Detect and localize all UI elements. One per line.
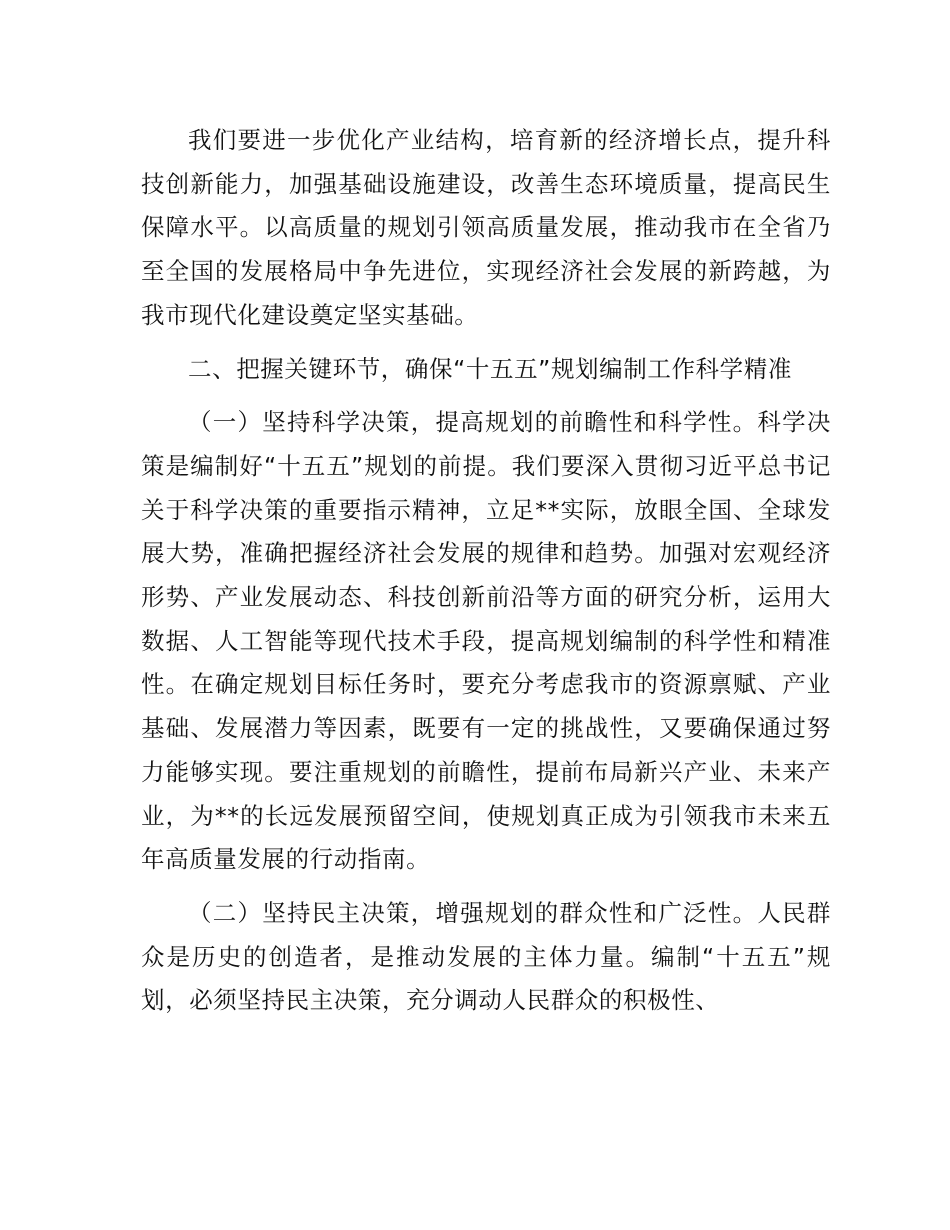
body-paragraph: 我们要进一步优化产业结构，培育新的经济增长点，提升科技创新能力，加强基础设施建设，改善生态环境质量，提高民生保障水平。以高质量的规划引领高质量发展，推动我市在全省乃至全国的发展格局中争先进位，实现经济社会发展的新跨越，为我市现代化建设奠定坚实基础。	[141, 126, 831, 329]
body-paragraph: （二）坚持民主决策，增强规划的群众性和广泛性。人民群众是历史的创造者，是推动发展的主体力量。编制“十五五”规划，必须坚持民主决策，充分调动人民群众的积极性、	[141, 898, 831, 1015]
body-paragraph: （一）坚持科学决策，提高规划的前瞻性和科学性。科学决策是编制好“十五五”规划的前提。我们要深入贯彻习近平总书记关于科学决策的重要指示精神，立足**实际，放眼全国、全球发展大势，准确把握经济社会发展的规律和趋势。加强对宏观经济形势、产业发展动态、科技创新前沿等方面的研究分析，运用大数据、人工智能等现代技术手段，提高规划编制的科学性和精准性。在确定规划目标任务时，要充分考虑我市的资源禀赋、产业基础、发展潜力等因素，既要有一定的挑战性，又要确保通过努力能够实现。要注重规划的前瞻性，提前布局新兴产业、未来产业，为**的长远发展预留空间，使规划真正成为引领我市未来五年高质量发展的行动指南。	[141, 408, 831, 874]
document-body	[141, 119, 831, 1033]
section-heading: 二、把握关键环节，确保“十五五”规划编制工作科学精准	[188, 354, 792, 383]
